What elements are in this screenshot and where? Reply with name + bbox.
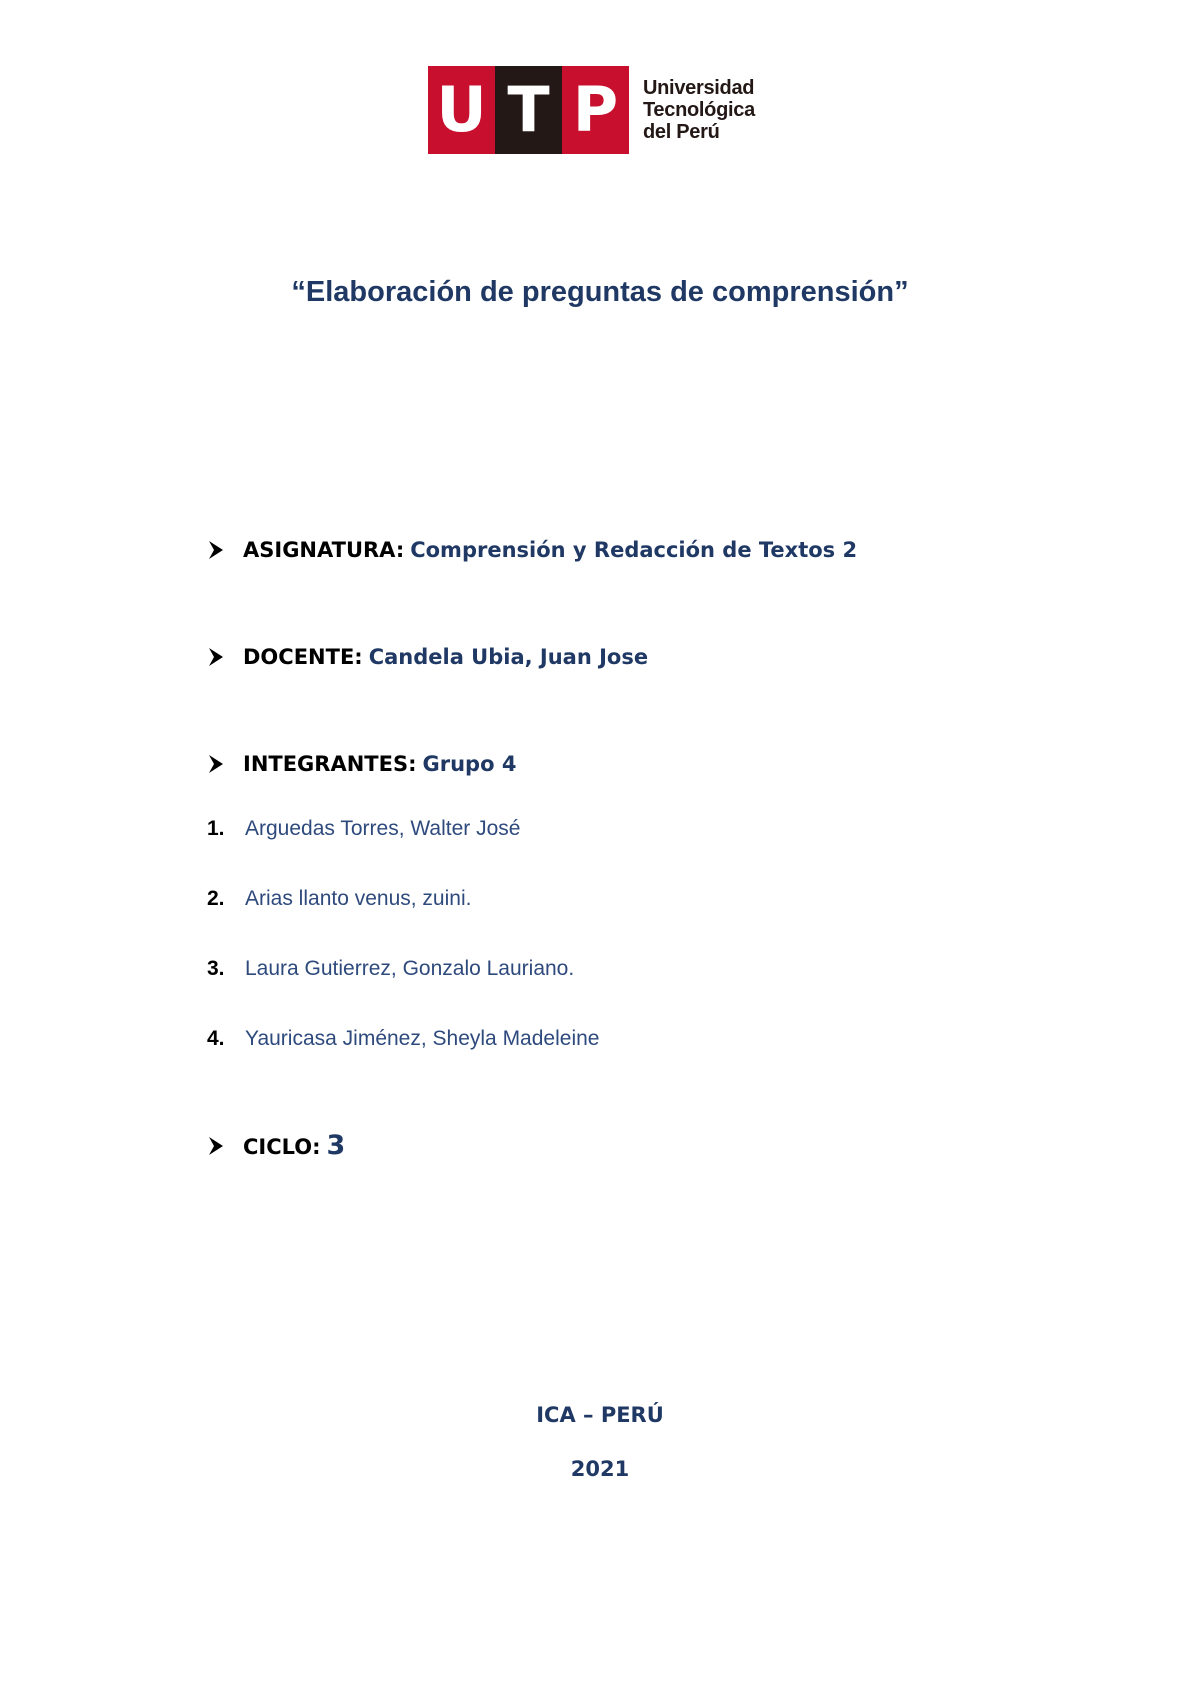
- list-item: [207, 817, 520, 841]
- logo-wordmark: [643, 77, 755, 143]
- member-name: Yauricasa Jiménez, Sheyla Madeleine: [245, 1027, 600, 1050]
- member-name: Laura Gutierrez, Gonzalo Lauriano.: [245, 957, 575, 980]
- asignatura-value: Comprensión y Redacción de Textos 2: [410, 538, 858, 562]
- footer-location: ICA – PERÚ: [536, 1403, 664, 1427]
- logo-line-2: Tecnológica: [643, 99, 755, 121]
- logo-line-3: del Perú: [643, 121, 720, 143]
- member-number: 4.: [207, 1027, 225, 1050]
- logo-letter-t: T: [495, 66, 562, 154]
- member-name: Arias llanto venus, zuini.: [245, 887, 472, 910]
- arrow-bullet-icon: [207, 646, 225, 668]
- logo-letter-u: U: [428, 66, 495, 154]
- info-integrantes: [207, 752, 516, 776]
- arrow-bullet-icon: [207, 1135, 225, 1157]
- member-number: 1.: [207, 817, 225, 840]
- footer-year: 2021: [570, 1457, 630, 1481]
- member-name: Arguedas Torres, Walter José: [245, 817, 521, 840]
- logo-line-1: Universidad: [643, 77, 755, 99]
- arrow-bullet-icon: [207, 539, 225, 561]
- list-item: [207, 887, 471, 911]
- info-asignatura: [207, 538, 857, 562]
- arrow-bullet-icon: [207, 753, 225, 775]
- docente-label: DOCENTE:: [243, 645, 363, 669]
- member-number: 3.: [207, 957, 225, 980]
- utp-logo: [428, 66, 755, 154]
- list-item: [207, 1027, 599, 1051]
- docente-value: Candela Ubia, Juan Jose: [368, 645, 649, 669]
- info-ciclo: [207, 1130, 345, 1161]
- asignatura-label: ASIGNATURA:: [243, 538, 405, 562]
- integrantes-label: INTEGRANTES:: [243, 752, 417, 776]
- integrantes-value: Grupo 4: [422, 752, 517, 776]
- member-number: 2.: [207, 887, 225, 910]
- logo-letter-p: P: [562, 66, 629, 154]
- document-title: “Elaboración de preguntas de comprensión”: [291, 276, 909, 308]
- ciclo-value: 3: [326, 1130, 346, 1161]
- info-docente: [207, 645, 648, 669]
- ciclo-label: CICLO:: [243, 1135, 321, 1159]
- list-item: [207, 957, 574, 981]
